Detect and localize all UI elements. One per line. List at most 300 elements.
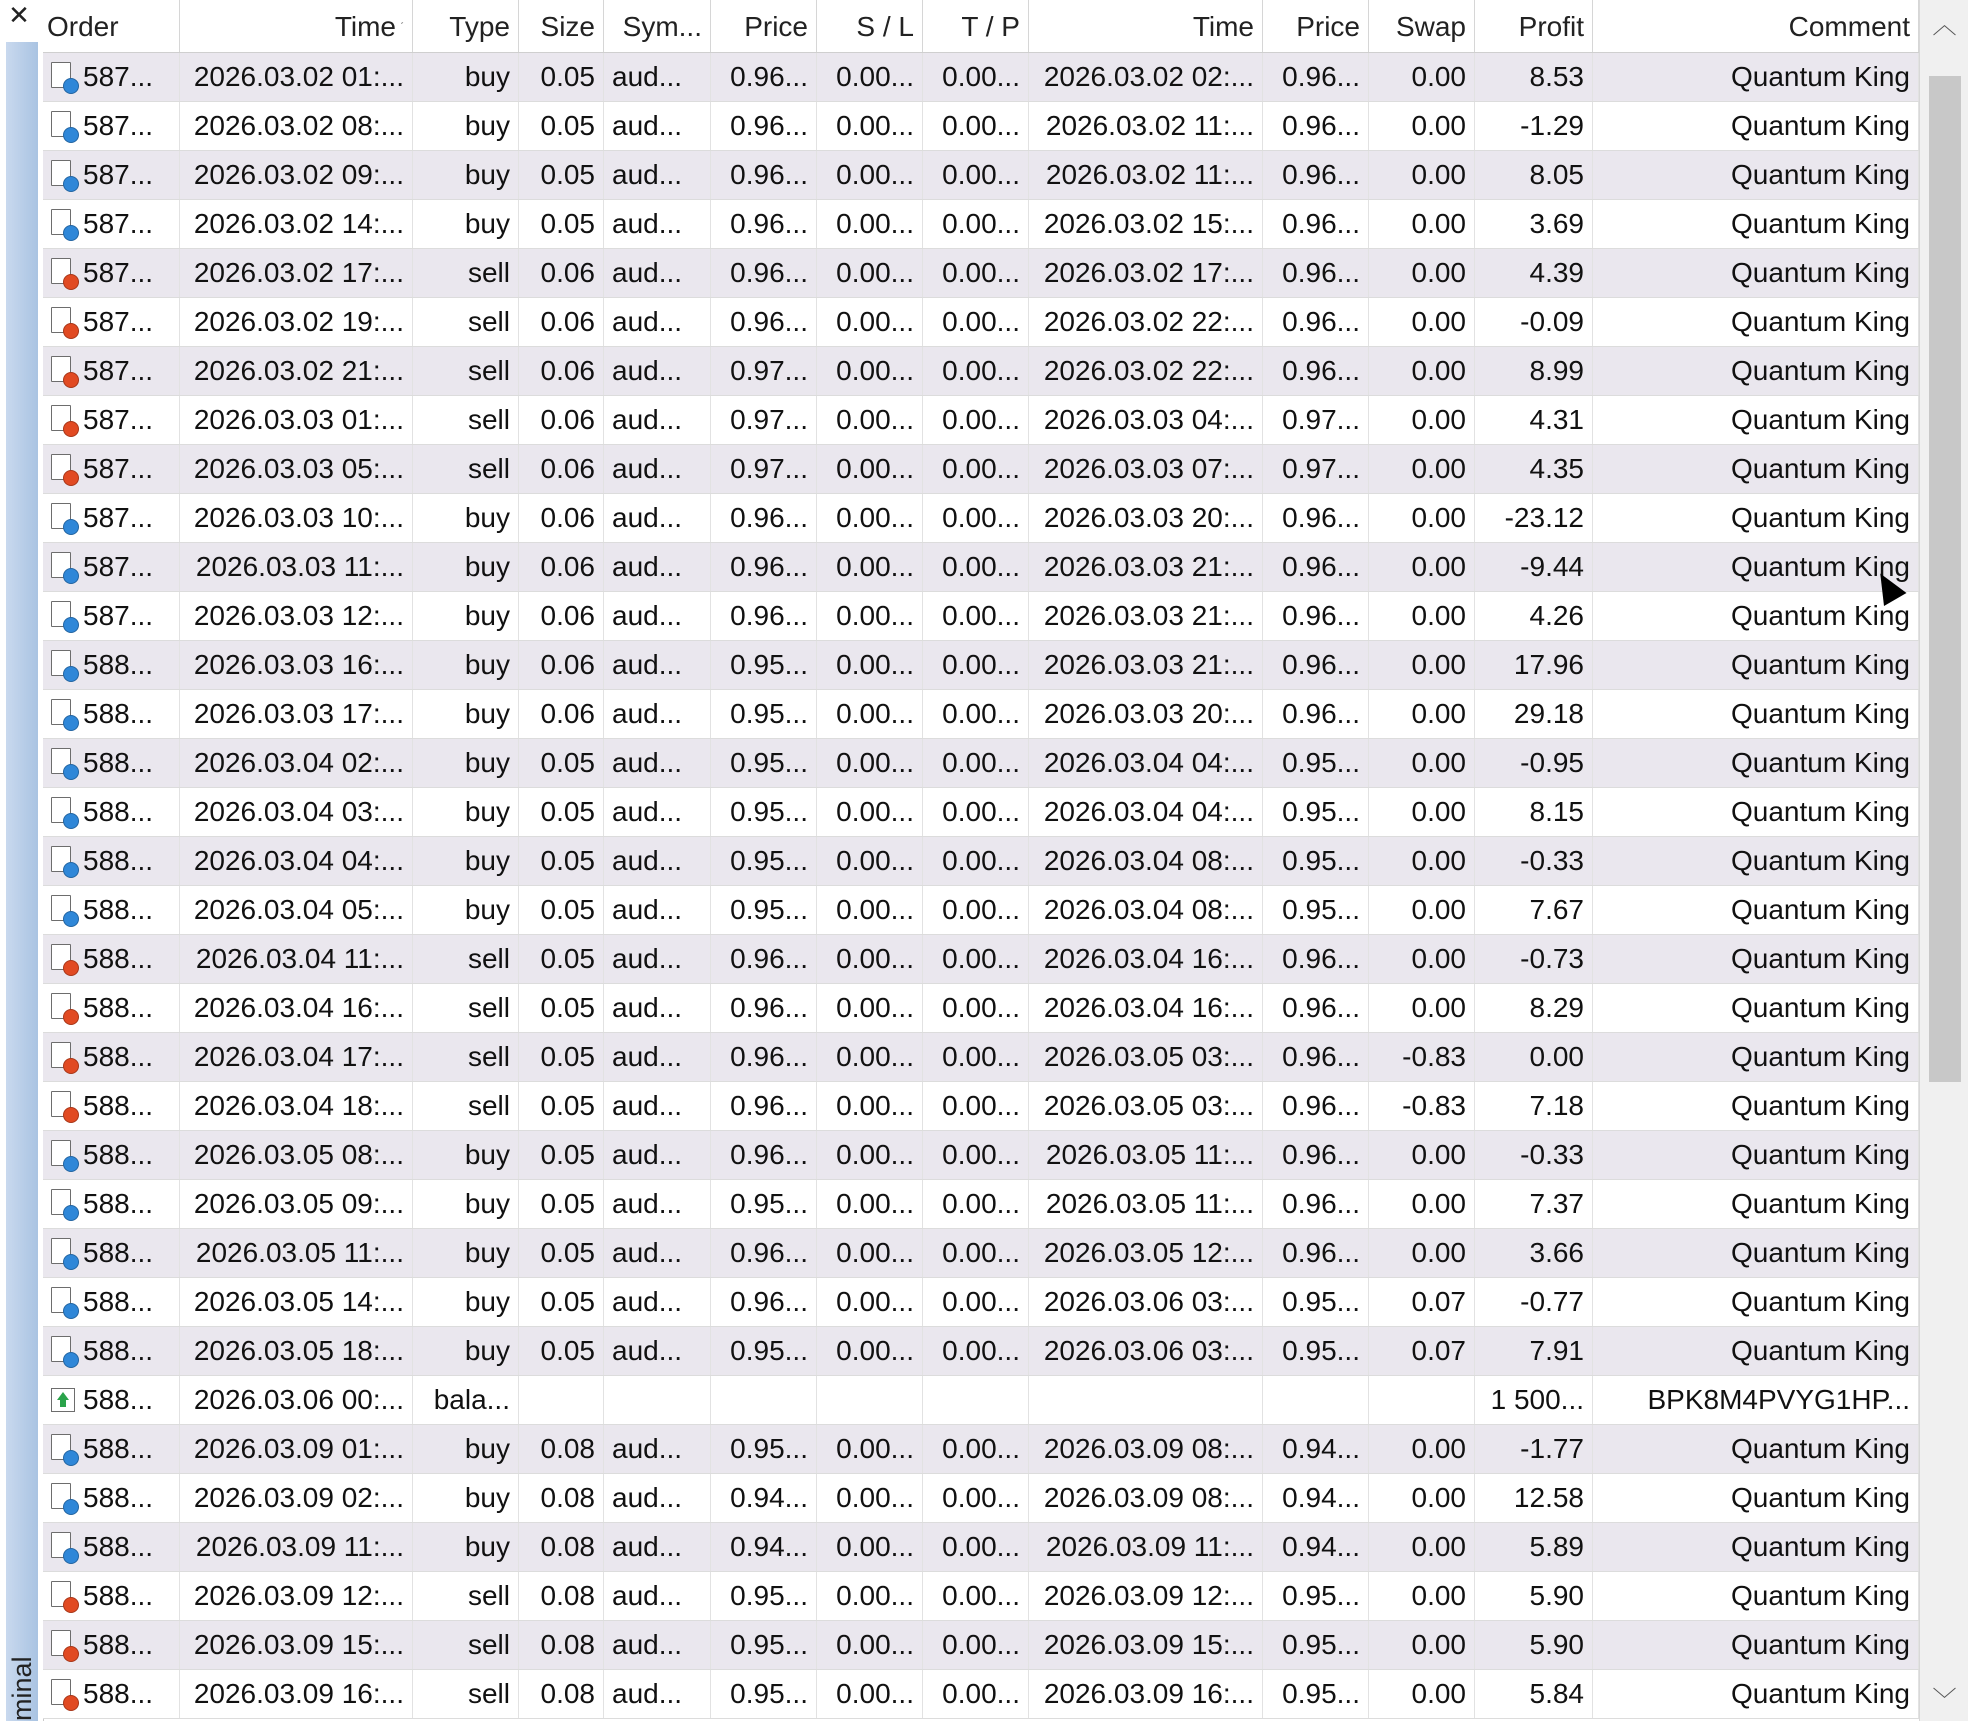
- cell-text: aud...: [612, 1237, 683, 1268]
- cell-text: Quantum King: [1731, 992, 1910, 1023]
- cell-open-price: [711, 592, 817, 640]
- cell-size: [519, 249, 604, 297]
- cell-open-time: [180, 837, 413, 885]
- account-history-table: [43, 0, 1919, 1721]
- cell-text: 0.94...: [730, 1531, 808, 1562]
- cell-profit: [1475, 886, 1593, 934]
- cell-text: 0.95...: [1282, 796, 1360, 827]
- cell-symbol: [604, 1572, 711, 1620]
- column-header-profit[interactable]: [1475, 0, 1593, 52]
- cell-text: 0.96...: [1282, 159, 1360, 190]
- cell-text: 0.00...: [836, 1433, 914, 1464]
- cell-text: 3.69: [1529, 208, 1584, 239]
- cell-text: 2026.03.02 21:...: [193, 355, 404, 386]
- cell-text: 0.96...: [730, 992, 808, 1023]
- cell-take-profit: [923, 592, 1029, 640]
- cell-text: 0.95...: [730, 1678, 808, 1709]
- cell-swap: [1369, 788, 1475, 836]
- scroll-thumb[interactable]: [1929, 76, 1961, 1082]
- cell-text: 0.00...: [942, 159, 1020, 190]
- cell-text: 0.06: [540, 404, 595, 435]
- cell-stop-loss: [817, 1425, 923, 1473]
- cell-comment: [1593, 984, 1919, 1032]
- cell-text: 0.00...: [942, 551, 1020, 582]
- cell-text: 2026.03.02 02:...: [1043, 61, 1254, 92]
- cell-symbol: [604, 1180, 711, 1228]
- cell-close-price: [1263, 1376, 1369, 1424]
- buy-order-icon: [51, 1532, 75, 1562]
- trade-row[interactable]: [43, 935, 1919, 984]
- cell-text: 2026.03.02 11:...: [1045, 110, 1254, 141]
- trade-row[interactable]: [43, 1621, 1919, 1670]
- trade-row[interactable]: [43, 102, 1919, 151]
- cell-text: buy: [464, 1286, 510, 1317]
- cell-text: 0.00: [1411, 257, 1466, 288]
- cell-text: Quantum King: [1731, 1678, 1910, 1709]
- cell-text: 0.96...: [730, 600, 808, 631]
- cell-size: [519, 837, 604, 885]
- cell-close-price: [1263, 1621, 1369, 1669]
- cell-open-price: [711, 102, 817, 150]
- trade-row[interactable]: [43, 788, 1919, 837]
- trade-row[interactable]: [43, 1033, 1919, 1082]
- cell-text: 0.00...: [836, 502, 914, 533]
- cell-symbol: [604, 1229, 711, 1277]
- cell-text: sell: [467, 404, 510, 435]
- trade-row[interactable]: [43, 200, 1919, 249]
- cell-text: 0.00: [1411, 306, 1466, 337]
- trade-row[interactable]: [43, 1082, 1919, 1131]
- cell-stop-loss: [817, 1278, 923, 1326]
- cell-text: 0.00...: [942, 208, 1020, 239]
- cell-text: 588...: [83, 747, 154, 778]
- cell-open-time: [180, 1670, 413, 1718]
- cell-order: [43, 1327, 180, 1375]
- sell-order-icon: [51, 1091, 75, 1121]
- trade-row[interactable]: [43, 347, 1919, 396]
- cell-open-time: [180, 1082, 413, 1130]
- cell-swap: [1369, 739, 1475, 787]
- cell-text: -23.12: [1504, 502, 1584, 533]
- cell-profit: [1475, 53, 1593, 101]
- cell-close-time: [1029, 1621, 1263, 1669]
- column-header-label: Profit: [1518, 11, 1584, 42]
- cell-text: 0.97...: [730, 453, 808, 484]
- cell-text: 0.08: [540, 1629, 595, 1660]
- cell-close-time: [1029, 200, 1263, 248]
- cell-text: Quantum King: [1731, 355, 1910, 386]
- cell-stop-loss: [817, 1229, 923, 1277]
- cell-stop-loss: [817, 543, 923, 591]
- trade-row[interactable]: [43, 53, 1919, 102]
- cell-text: 0.00: [1411, 1433, 1466, 1464]
- column-header-take-profit[interactable]: [923, 0, 1029, 52]
- column-header-open-time[interactable]: [180, 0, 413, 52]
- buy-order-icon: [51, 895, 75, 925]
- cell-stop-loss: [817, 641, 923, 689]
- cell-text: Quantum King: [1731, 453, 1910, 484]
- cell-text: 0.00...: [836, 1237, 914, 1268]
- trade-row[interactable]: [43, 984, 1919, 1033]
- cell-symbol: [604, 1327, 711, 1375]
- cell-order: [43, 690, 180, 738]
- cell-text: 0.96...: [730, 551, 808, 582]
- cell-symbol: [604, 347, 711, 395]
- cell-profit: [1475, 1033, 1593, 1081]
- cell-text: 2026.03.02 11:...: [1045, 159, 1254, 190]
- cell-text: 7.37: [1529, 1188, 1584, 1219]
- cell-text: buy: [464, 796, 510, 827]
- cell-order: [43, 347, 180, 395]
- cell-close-time: [1029, 788, 1263, 836]
- cell-open-time: [180, 396, 413, 444]
- cell-swap: [1369, 1131, 1475, 1179]
- cell-size: [519, 1131, 604, 1179]
- cell-open-time: [180, 984, 413, 1032]
- cell-text: aud...: [612, 600, 683, 631]
- trade-row[interactable]: [43, 1670, 1919, 1719]
- table-header: [43, 0, 1919, 53]
- cell-profit: [1475, 445, 1593, 493]
- buy-order-icon: [51, 209, 75, 239]
- column-header-order[interactable]: [43, 0, 180, 52]
- cell-text: 2026.03.03 12:...: [193, 600, 404, 631]
- cell-text: 2026.03.09 16:...: [1043, 1678, 1254, 1709]
- cell-text: 0.95...: [730, 1433, 808, 1464]
- cell-close-time: [1029, 1033, 1263, 1081]
- cell-text: 0.96...: [1282, 600, 1360, 631]
- cell-text: 0.00: [1411, 1531, 1466, 1562]
- trade-row[interactable]: [43, 298, 1919, 347]
- cell-comment: [1593, 200, 1919, 248]
- cell-type: [413, 1474, 519, 1522]
- cell-close-time: [1029, 935, 1263, 983]
- cell-stop-loss: [817, 53, 923, 101]
- cell-close-time: [1029, 1474, 1263, 1522]
- cell-symbol: [604, 1474, 711, 1522]
- trade-row[interactable]: [43, 690, 1919, 739]
- cell-text: 0.95...: [1282, 1580, 1360, 1611]
- cell-text: aud...: [612, 845, 683, 876]
- cell-text: 0.00...: [836, 1629, 914, 1660]
- column-header-stop-loss[interactable]: [817, 0, 923, 52]
- cell-take-profit: [923, 1376, 1029, 1424]
- cell-text: 0.00: [1411, 796, 1466, 827]
- cell-text: 0.95...: [730, 649, 808, 680]
- cell-text: 0.00...: [836, 747, 914, 778]
- cell-text: 12.58: [1513, 1482, 1584, 1513]
- column-header-size[interactable]: [519, 0, 604, 52]
- cell-swap: [1369, 347, 1475, 395]
- cell-type: [413, 641, 519, 689]
- cell-size: [519, 690, 604, 738]
- trade-row[interactable]: [43, 739, 1919, 788]
- cell-swap: [1369, 837, 1475, 885]
- cell-text: 0.00...: [836, 1482, 914, 1513]
- cell-close-price: [1263, 837, 1369, 885]
- cell-text: 2026.03.05 11:...: [1045, 1188, 1254, 1219]
- cell-text: 2026.03.05 09:...: [193, 1188, 404, 1219]
- trade-row[interactable]: [43, 543, 1919, 592]
- trade-row[interactable]: [43, 1180, 1919, 1229]
- close-icon[interactable]: ✕: [8, 0, 30, 30]
- cell-text: 2026.03.03 10:...: [193, 502, 404, 533]
- cell-size: [519, 445, 604, 493]
- cell-text: 0.05: [540, 943, 595, 974]
- cell-close-price: [1263, 1523, 1369, 1571]
- cell-swap: [1369, 690, 1475, 738]
- cell-size: [519, 53, 604, 101]
- trade-row[interactable]: [43, 1229, 1919, 1278]
- cell-close-time: [1029, 592, 1263, 640]
- cell-text: 2026.03.02 09:...: [193, 159, 404, 190]
- cell-order: [43, 739, 180, 787]
- cell-text: 0.94...: [1282, 1531, 1360, 1562]
- cell-close-time: [1029, 494, 1263, 542]
- cell-take-profit: [923, 1180, 1029, 1228]
- column-header-symbol[interactable]: [604, 0, 711, 52]
- cell-text: 0.00...: [836, 1580, 914, 1611]
- cell-close-time: [1029, 1572, 1263, 1620]
- trade-row[interactable]: [43, 1572, 1919, 1621]
- cell-open-price: [711, 1082, 817, 1130]
- cell-stop-loss: [817, 1131, 923, 1179]
- cell-text: 0.00...: [836, 600, 914, 631]
- cell-size: [519, 1474, 604, 1522]
- column-header-open-price[interactable]: [711, 0, 817, 52]
- trade-row[interactable]: [43, 1131, 1919, 1180]
- cell-text: 0.95...: [730, 894, 808, 925]
- cell-order: [43, 1621, 180, 1669]
- trade-row[interactable]: [43, 445, 1919, 494]
- trade-row[interactable]: [43, 886, 1919, 935]
- cell-text: 0.95...: [730, 845, 808, 876]
- buy-order-icon: [51, 1483, 75, 1513]
- cell-text: buy: [464, 698, 510, 729]
- table-body: [43, 53, 1919, 1719]
- cell-order: [43, 445, 180, 493]
- cell-text: 2026.03.09 11:...: [195, 1531, 404, 1562]
- trade-row[interactable]: [43, 837, 1919, 886]
- cell-comment: [1593, 1278, 1919, 1326]
- cell-text: 0.05: [540, 1237, 595, 1268]
- cell-type: [413, 1033, 519, 1081]
- cell-text: 4.26: [1529, 600, 1584, 631]
- cell-take-profit: [923, 1572, 1029, 1620]
- cell-text: 0.95...: [730, 1335, 808, 1366]
- cell-text: 0.00...: [836, 257, 914, 288]
- cell-text: 0.00: [1411, 159, 1466, 190]
- cell-take-profit: [923, 543, 1029, 591]
- cell-text: 2026.03.02 01:...: [193, 61, 404, 92]
- trade-row[interactable]: [43, 396, 1919, 445]
- cell-text: 0.94...: [730, 1482, 808, 1513]
- trade-row[interactable]: [43, 1425, 1919, 1474]
- cell-open-price: [711, 494, 817, 542]
- cell-profit: [1475, 1474, 1593, 1522]
- cell-type: [413, 690, 519, 738]
- cell-text: 587...: [83, 159, 154, 190]
- cell-profit: [1475, 935, 1593, 983]
- cell-text: 0.97...: [730, 355, 808, 386]
- cell-text: 0.00...: [942, 894, 1020, 925]
- cell-take-profit: [923, 1033, 1029, 1081]
- cell-order: [43, 298, 180, 346]
- cell-text: 0.00...: [836, 992, 914, 1023]
- cell-text: 2026.03.06 03:...: [1043, 1335, 1254, 1366]
- cell-close-time: [1029, 445, 1263, 493]
- cell-text: aud...: [612, 159, 683, 190]
- cell-text: 8.99: [1529, 355, 1584, 386]
- cell-text: aud...: [612, 1041, 683, 1072]
- cell-type: [413, 1082, 519, 1130]
- cell-take-profit: [923, 249, 1029, 297]
- cell-open-price: [711, 1572, 817, 1620]
- balance-deposit-icon: [51, 1388, 75, 1412]
- cell-order: [43, 788, 180, 836]
- trade-row[interactable]: [43, 249, 1919, 298]
- scroll-up-icon[interactable]: ︿: [1932, 12, 1957, 39]
- cell-text: 0.00: [1411, 1237, 1466, 1268]
- trade-row[interactable]: [43, 1474, 1919, 1523]
- cell-stop-loss: [817, 984, 923, 1032]
- cell-text: 0.00: [1411, 649, 1466, 680]
- cell-comment: [1593, 837, 1919, 885]
- cell-text: 2026.03.05 08:...: [193, 1139, 404, 1170]
- cell-comment: [1593, 886, 1919, 934]
- cell-take-profit: [923, 1327, 1029, 1375]
- cell-text: 0.94...: [1282, 1433, 1360, 1464]
- cell-text: 2026.03.04 02:...: [193, 747, 404, 778]
- trade-row[interactable]: [43, 1523, 1919, 1572]
- cell-comment: [1593, 1327, 1919, 1375]
- cell-text: 0.00...: [836, 894, 914, 925]
- cell-close-time: [1029, 298, 1263, 346]
- cell-text: 2026.03.02 15:...: [1043, 208, 1254, 239]
- cell-text: 2026.03.03 05:...: [193, 453, 404, 484]
- cell-text: 587...: [83, 306, 154, 337]
- cell-text: -0.09: [1520, 306, 1584, 337]
- cell-text: 0.94...: [1282, 1482, 1360, 1513]
- cell-size: [519, 347, 604, 395]
- cell-comment: [1593, 1082, 1919, 1130]
- scroll-down-icon[interactable]: ﹀: [1932, 1687, 1957, 1714]
- cell-symbol: [604, 1082, 711, 1130]
- cell-close-time: [1029, 1278, 1263, 1326]
- cell-text: 0.00...: [942, 1580, 1020, 1611]
- cell-text: 588...: [83, 1580, 154, 1611]
- cell-text: Quantum King: [1731, 159, 1910, 190]
- cell-text: 588...: [83, 1335, 154, 1366]
- cell-swap: [1369, 1180, 1475, 1228]
- cell-text: aud...: [612, 992, 683, 1023]
- cell-stop-loss: [817, 1474, 923, 1522]
- cell-text: aud...: [612, 1678, 683, 1709]
- cell-text: 587...: [83, 551, 154, 582]
- trade-row[interactable]: [43, 1327, 1919, 1376]
- cell-size: [519, 1033, 604, 1081]
- cell-size: [519, 1082, 604, 1130]
- column-header-type[interactable]: [413, 0, 519, 52]
- cell-text: 0.05: [540, 61, 595, 92]
- cell-open-time: [180, 1523, 413, 1571]
- cell-open-time: [180, 641, 413, 689]
- cell-order: [43, 1082, 180, 1130]
- cell-text: Quantum King: [1731, 1237, 1910, 1268]
- vertical-scrollbar[interactable]: [1919, 0, 1968, 1721]
- cell-open-time: [180, 249, 413, 297]
- cell-text: 0.08: [540, 1531, 595, 1562]
- cell-text: 0.00...: [942, 1286, 1020, 1317]
- cell-order: [43, 1131, 180, 1179]
- cell-text: 0.00...: [942, 1335, 1020, 1366]
- buy-order-icon: [51, 846, 75, 876]
- column-header-close-time[interactable]: [1029, 0, 1263, 52]
- balance-row[interactable]: [43, 1376, 1919, 1425]
- cell-swap: [1369, 886, 1475, 934]
- cell-close-price: [1263, 935, 1369, 983]
- buy-order-icon: [51, 601, 75, 631]
- cell-open-price: [711, 445, 817, 493]
- trade-row[interactable]: [43, 592, 1919, 641]
- cell-open-time: [180, 1425, 413, 1473]
- cell-profit: [1475, 641, 1593, 689]
- cell-profit: [1475, 1621, 1593, 1669]
- cell-swap: [1369, 1621, 1475, 1669]
- cell-profit: [1475, 494, 1593, 542]
- cell-symbol: [604, 1033, 711, 1081]
- cell-size: [519, 1278, 604, 1326]
- column-header-close-price[interactable]: [1263, 0, 1369, 52]
- cell-text: 0.00: [1411, 551, 1466, 582]
- column-header-swap[interactable]: [1369, 0, 1475, 52]
- cell-profit: [1475, 347, 1593, 395]
- cell-text: 0.95...: [730, 1580, 808, 1611]
- trade-row[interactable]: [43, 641, 1919, 690]
- cell-symbol: [604, 592, 711, 640]
- cell-text: 0.06: [540, 698, 595, 729]
- cell-type: [413, 984, 519, 1032]
- cell-profit: [1475, 151, 1593, 199]
- cell-text: Quantum King: [1731, 943, 1910, 974]
- cell-text: 0.96...: [1282, 551, 1360, 582]
- cell-text: 588...: [83, 1482, 154, 1513]
- trade-row[interactable]: [43, 1278, 1919, 1327]
- cell-close-time: [1029, 886, 1263, 934]
- cell-type: [413, 1572, 519, 1620]
- cell-type: [413, 53, 519, 101]
- cell-text: aud...: [612, 306, 683, 337]
- cell-profit: [1475, 543, 1593, 591]
- column-header-comment[interactable]: [1593, 0, 1919, 52]
- cell-close-time: [1029, 151, 1263, 199]
- cell-close-price: [1263, 445, 1369, 493]
- cell-close-price: [1263, 1572, 1369, 1620]
- cell-text: 0.05: [540, 1188, 595, 1219]
- trade-row[interactable]: [43, 151, 1919, 200]
- cell-text: Quantum King: [1731, 404, 1910, 435]
- cell-order: [43, 200, 180, 248]
- trade-row[interactable]: [43, 494, 1919, 543]
- cell-text: 0.00...: [836, 551, 914, 582]
- cell-size: [519, 396, 604, 444]
- cell-close-time: [1029, 1229, 1263, 1277]
- cell-type: [413, 1229, 519, 1277]
- cell-text: 0.05: [540, 1090, 595, 1121]
- cell-text: sell: [467, 1041, 510, 1072]
- cell-text: 8.15: [1529, 796, 1584, 827]
- cell-text: 0.05: [540, 208, 595, 239]
